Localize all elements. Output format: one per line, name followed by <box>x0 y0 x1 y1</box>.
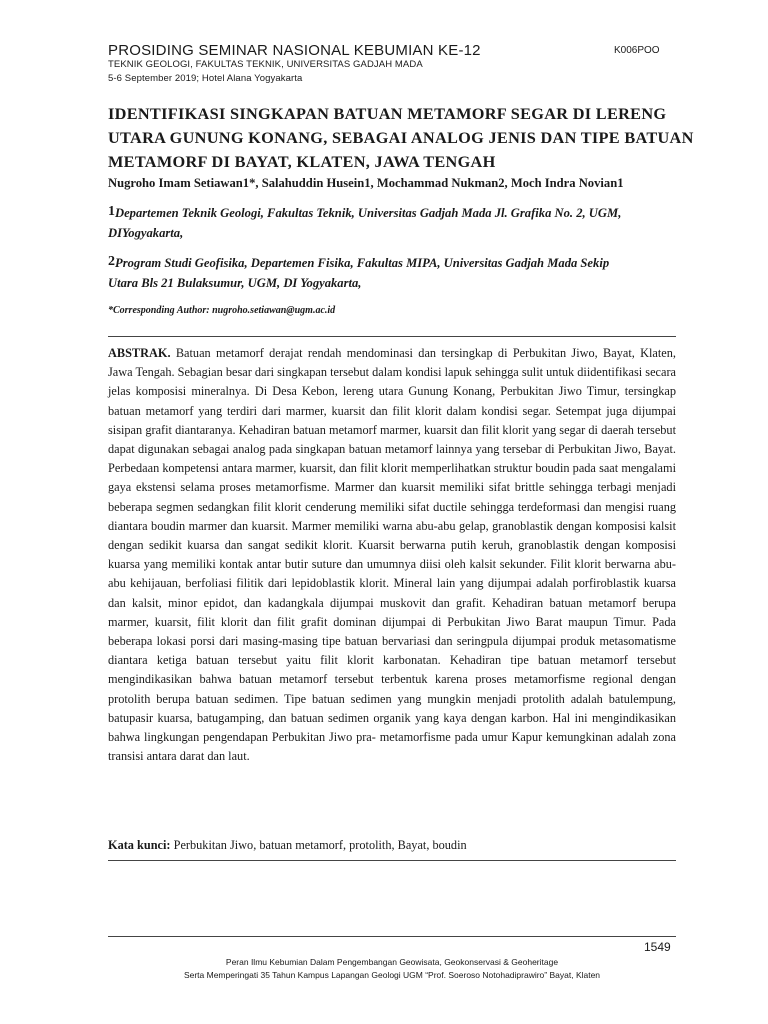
proceedings-title: PROSIDING SEMINAR NASIONAL KEBUMIAN KE-12 <box>108 42 481 59</box>
page-number: 1549 <box>644 940 671 954</box>
corresponding-author: *Corresponding Author: nugroho.setiawan@ugm.ac.id <box>108 305 336 316</box>
footer-line-2: Serta Memperingati 35 Tahun Kampus Lapangan Geologi UGM “Prof. Soeroso Notohadiprawiro” Bayat, Klaten <box>183 970 601 980</box>
keywords-label: Kata kunci: <box>108 838 171 852</box>
keywords <box>108 838 676 853</box>
date-venue-line: 5-6 September 2019; Hotel Alana Yogyakarta <box>108 73 303 84</box>
keywords-text: Perbukitan Jiwo, batuan metamorf, protolith, Bayat, boudin <box>173 838 467 852</box>
title-line: IDENTIFIKASI SINGKAPAN BATUAN METAMORF SEGAR DI LERENG <box>108 104 667 123</box>
abstract-bottom-rule <box>108 860 676 861</box>
affiliation-text: Utara Bls 21 Bulaksumur, UGM, DI Yogyakarta, <box>108 276 362 290</box>
affiliation-text: DIYogyakarta, <box>108 226 184 240</box>
affiliation-1 <box>108 202 678 243</box>
affiliation-2 <box>108 252 678 293</box>
footer-line-1: Peran Ilmu Kebumian Dalam Pengembangan Geowisata, Geokonservasi & Geoheritage <box>225 957 559 967</box>
author-list: Nugroho Imam Setiawan1*, Salahuddin Husein1, Mochammad Nukman2, Moch Indra Novian1 <box>108 176 624 190</box>
institution-line: TEKNIK GEOLOGI, FAKULTAS TEKNIK, UNIVERSITAS GADJAH MADA <box>108 59 423 70</box>
abstract-label: ABSTRAK. <box>108 346 171 360</box>
affiliation-text: Program Studi Geofisika, Departemen Fisika, Fakultas MIPA, Universitas Gadjah Mada Sekip <box>115 256 610 270</box>
abstract-body: Batuan metamorf derajat rendah mendominasi dan tersingkap di Perbukitan Jiwo, Bayat, Klaten, Jawa Tengah. Sebagian besar dari singkapan tersebut dalam kondisi lapuk sehingga sulit untuk diidentifikasi secara jelas komposisi mineralnya. Di Desa Kebon, lereng utara Gunung Konang, Perbukitan Jiwo Timur, tersingkap batuan metamorf yang terdiri dari marmer, kuarsit dan filit klorit dalam kondisi segar. Setempat juga dijumpai sisipan grafit diantaranya. Kehadiran batuan metamorf marmer, kuarsit dan filit klorit yang segar di daerah tersebut dapat digunakan sebagai analog pada singkapan batuan metamorf lainnya yang tersebar di Perbukitan Jiwo, Bayat. Perbedaan kompetensi antara marmer, kuarsit, dan filit klorit memperlihatkan struktur boudin pada saat mengalami gaya ekstensi selama proses metamorfisme. Marmer dan kuarsit memiliki sifat brittle sehingga terbagi menjadi beberapa segmen sedangkan filit klorit cenderung memiliki sifat ductile sehingga terdeformasi dan mengisi ruang diantara boudin marmer dan kuarsit. Marmer memiliki warna abu-abu gelap, granoblastik dengan komposisi kalsit dengan sedikit kuarsa dan sangat sedikit klorit. Kuarsit berwarna putih keruh, granoblastik dengan komposisi kuarsa yang memiliki kontak antar butir suture dan umumnya diisi oleh kalsit sekunder. Filit klorit berwarna abu-abu kehijauan, berfoliasi filitik dari lepidoblastik klorit. Mineral lain yang dijumpai adalah porfiroblastik kuarsa dan kalsit, minor epidot, dan kadangkala dijumpai muskovit dan grafit. Kehadiran batuan metamorf berupa marmer, kuarsit, filit klorit dan filit grafit dominan dijumpai di Perbukitan Jiwo Barat maupun Timur. Pada beberapa lokasi porsi dari masing-masing tipe batuan bervariasi dan seringpula dijumpai produk metasomatisme diantara ketiga batuan tersebut yaitu filit klorit karbonatan. Kehadiran tipe batuan metamorf tersebut mengindikasikan bahwa batuan metamorf tersebut terbentuk karena proses metamorfisme regional dengan protolith berupa batuan sedimen. Tipe batuan sedimen yang mungkin menjadi protolith adalah batulempung, batupasir kuarsa, batugamping, dan batuan sedimen organik yang kaya dengan karbon. Hal ini mengindikasikan bahwa lingkungan pengendapan Perbukitan Jiwo pra- metamorfisme pada umur Kapur kemungkinan adalah zona transisi antara darat dan laut. <box>108 346 676 764</box>
paper-code: K006POO <box>614 45 660 56</box>
paper-title <box>108 102 694 174</box>
affiliation-mark: 1 <box>108 204 115 219</box>
abstract-top-rule <box>108 336 676 337</box>
affiliation-mark: 2 <box>108 254 115 269</box>
affiliation-text: Departemen Teknik Geologi, Fakultas Teknik, Universitas Gadjah Mada Jl. Grafika No. 2, UGM, <box>115 206 622 220</box>
footer-rule <box>108 936 676 937</box>
title-line: METAMORF DI BAYAT, KLATEN, JAWA TENGAH <box>108 152 496 171</box>
abstract <box>108 344 676 766</box>
title-line: UTARA GUNUNG KONANG, SEBAGAI ANALOG JENIS DAN TIPE BATUAN <box>108 128 694 147</box>
